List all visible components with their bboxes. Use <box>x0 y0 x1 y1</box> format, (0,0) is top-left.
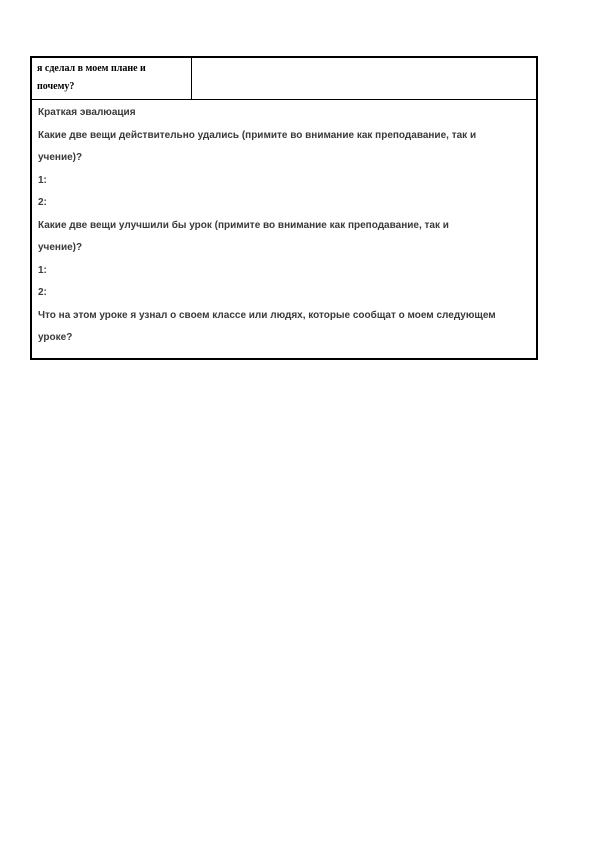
evaluation-section <box>32 100 536 358</box>
answer-item-label: 1: <box>38 264 47 276</box>
answer-item-label: 2: <box>38 287 47 298</box>
question-text: Что на этом уроке я узнал о своем классе или людях, которые сообщат о моем следующем <box>38 309 496 321</box>
lesson-evaluation-table <box>30 56 538 360</box>
cell-text-line: я сделал в моем плане и <box>37 63 146 74</box>
question-text: учение)? <box>38 152 83 163</box>
table-row <box>32 58 536 100</box>
question-text: Какие две вещи действительно удались (примите во внимание как преподавание, так и <box>38 129 477 141</box>
answer-item-label: 1: <box>38 174 47 186</box>
answer-item-label: 2: <box>38 197 47 208</box>
evaluation-heading: Краткая эвалюация <box>38 107 136 118</box>
question-text: учение)? <box>38 242 83 253</box>
table-cell-answer <box>192 58 536 99</box>
cell-text-line: почему? <box>37 81 75 92</box>
question-text: Какие две вещи улучшили бы урок (примите во внимание как преподавание, так и <box>38 219 449 231</box>
table-cell-question <box>32 58 192 99</box>
question-text: уроке? <box>38 332 73 343</box>
